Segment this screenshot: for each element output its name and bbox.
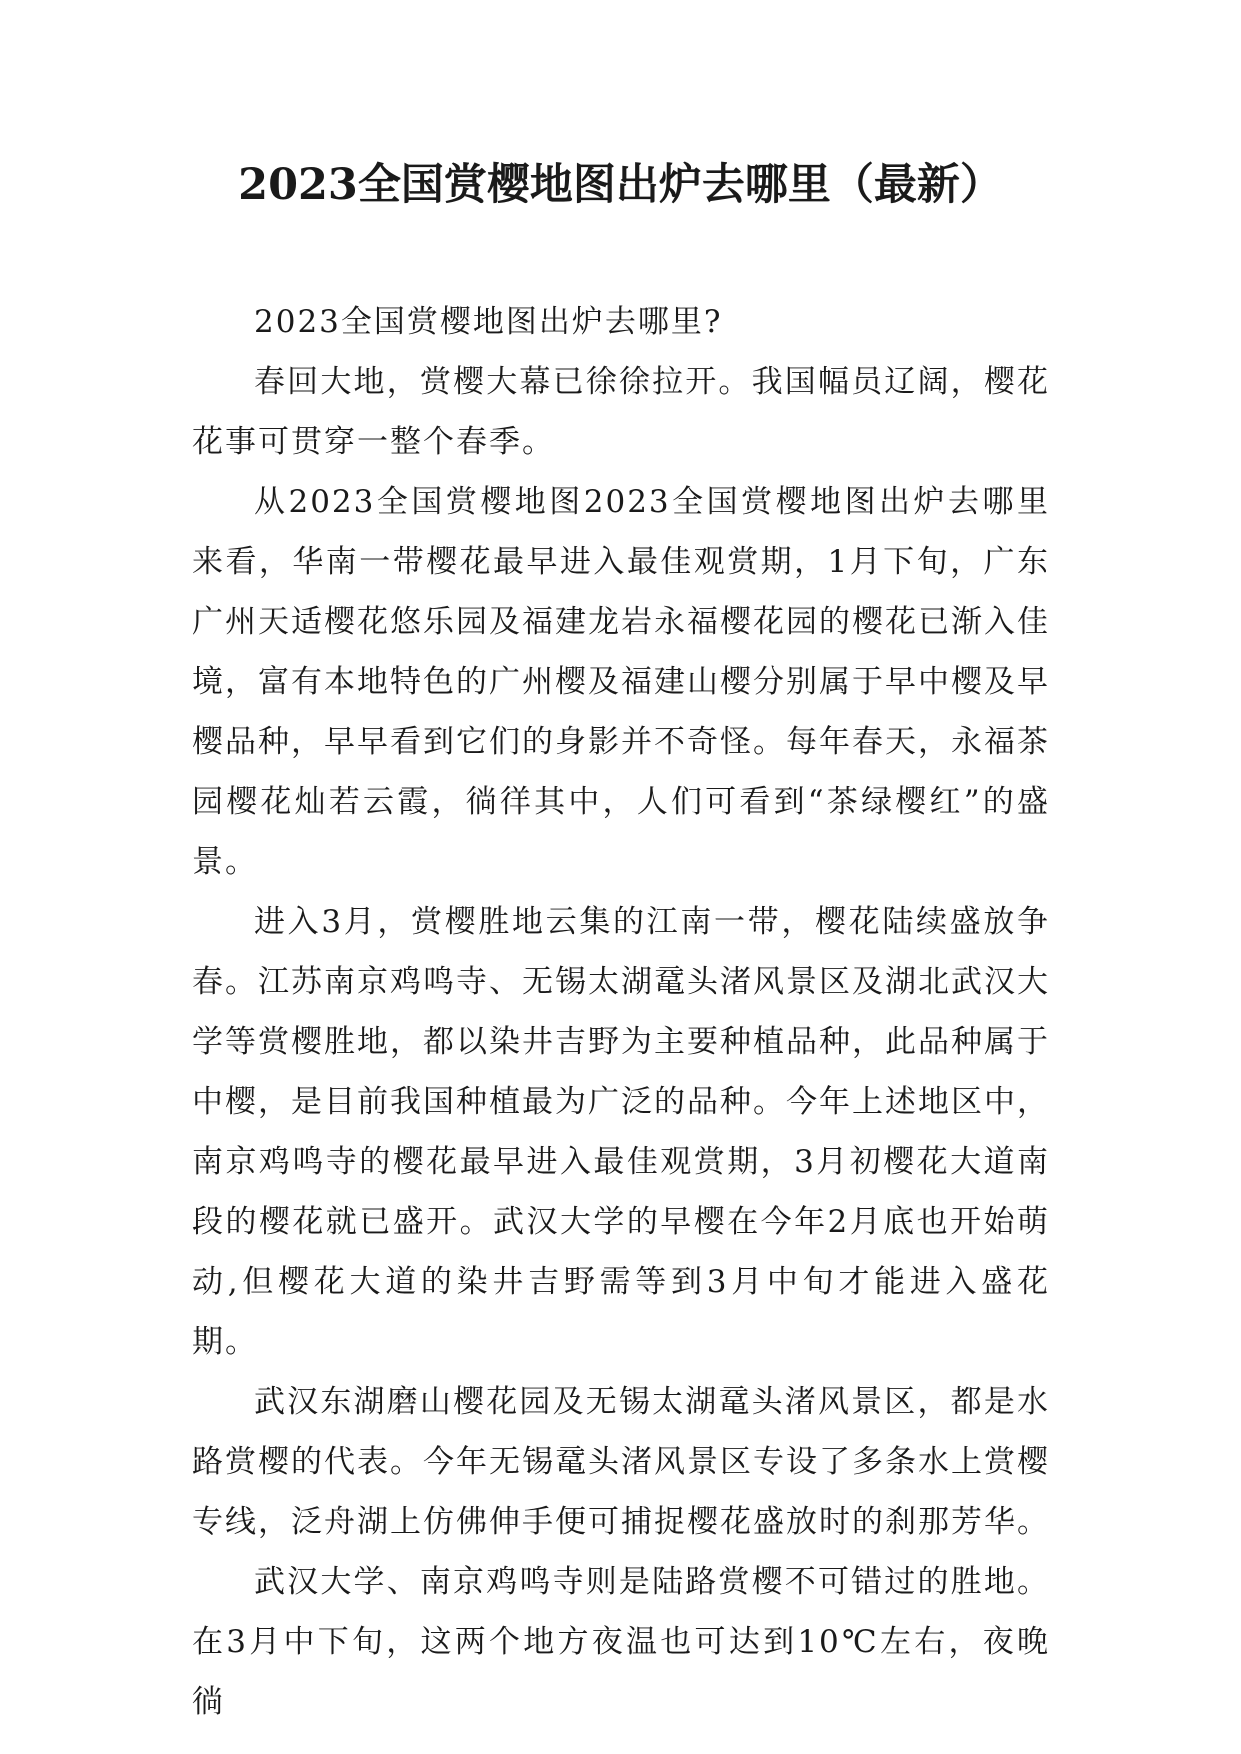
paragraph-3: 从2023全国赏樱地图2023全国赏樱地图出炉去哪里来看，华南一带樱花最早进入最佳观赏期，1月下旬，广东广州天适樱花悠乐园及福建龙岩永福樱花园的樱花已渐入佳境，富有本地特色的广州樱及福建山樱分别属于早中樱及早樱品种，早早看到它们的身影并不奇怪。每年春天，永福茶园樱花灿若云霞，徜徉其中，人们可看到“茶绿樱红”的盛景。 bbox=[192, 484, 1050, 880]
paragraph-6: 武汉大学、南京鸡鸣寺则是陆路赏樱不可错过的胜地。在3月中下旬，这两个地方夜温也可达到10℃左右，夜晚徜 bbox=[192, 1564, 1050, 1720]
document-body bbox=[192, 292, 1050, 1732]
paragraph-2: 春回大地，赏樱大幕已徐徐拉开。我国幅员辽阔，樱花花事可贯穿一整个春季。 bbox=[192, 364, 1050, 460]
paragraph-1: 2023全国赏樱地图出炉去哪里? bbox=[254, 304, 723, 340]
paragraph-5: 武汉东湖磨山樱花园及无锡太湖鼋头渚风景区，都是水路赏樱的代表。今年无锡鼋头渚风景区专设了多条水上赏樱专线，泛舟湖上仿佛伸手便可捕捉樱花盛放时的刹那芳华。 bbox=[192, 1384, 1050, 1540]
paragraph-4: 进入3月，赏樱胜地云集的江南一带，樱花陆续盛放争春。江苏南京鸡鸣寺、无锡太湖鼋头渚风景区及湖北武汉大学等赏樱胜地，都以染井吉野为主要种植品种，此品种属于中樱，是目前我国种植最为广泛的品种。今年上述地区中，南京鸡鸣寺的樱花最早进入最佳观赏期，3月初樱花大道南段的樱花就已盛开。武汉大学的早樱在今年2月底也开始萌动,但樱花大道的染井吉野需等到3月中旬才能进入盛花期。 bbox=[192, 904, 1050, 1360]
document-title: 2023全国赏樱地图出炉去哪里（最新） bbox=[238, 160, 1003, 210]
